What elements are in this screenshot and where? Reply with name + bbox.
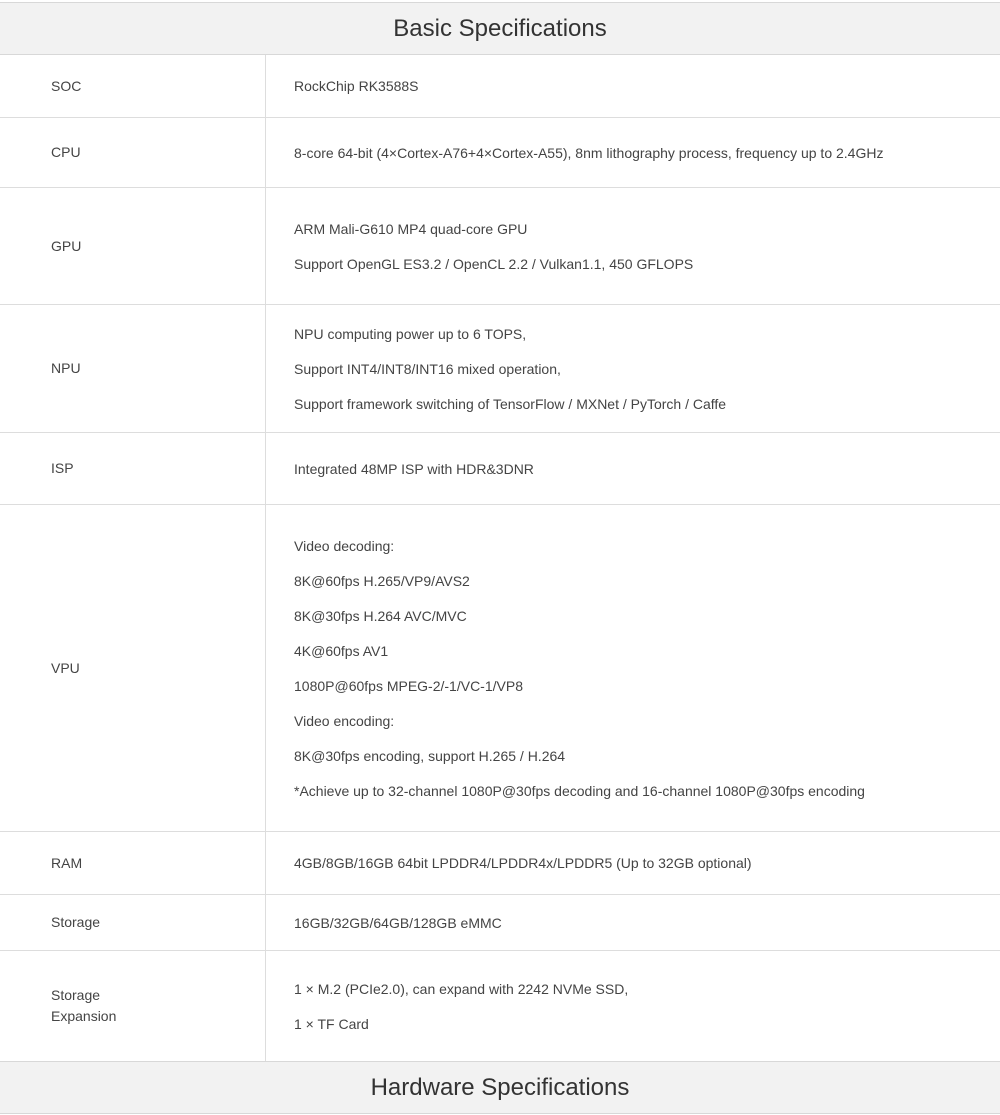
spec-row-gpu [0, 188, 1000, 305]
spec-value-line: Video decoding: [294, 537, 395, 554]
spec-row-cpu [0, 118, 1000, 188]
spec-value-line: 1 × M.2 (PCIe2.0), can expand with 2242 NVMe SSD, [294, 980, 629, 997]
section-title-hardware [0, 1061, 1000, 1114]
spec-label: GPU [0, 188, 266, 304]
spec-value-line: *Achieve up to 32-channel 1080P@30fps decoding and 16-channel 1080P@30fps encoding [294, 782, 865, 799]
spec-value-line: 8K@30fps encoding, support H.265 / H.264 [294, 747, 566, 764]
hardware-specs-title: Hardware Specifications [370, 1073, 630, 1101]
section-title-basic [0, 2, 1000, 55]
spec-value [266, 118, 1000, 187]
spec-label: CPU [0, 118, 266, 187]
spec-value [266, 55, 1000, 117]
spec-value [266, 433, 1000, 504]
spec-value-line: 4K@60fps AV1 [294, 642, 389, 659]
spec-value-line: Support OpenGL ES3.2 / OpenCL 2.2 / Vulkan1.1, 450 GFLOPS [294, 255, 694, 272]
spec-table [0, 55, 1000, 1061]
spec-value-line: ARM Mali-G610 MP4 quad-core GPU [294, 220, 528, 237]
basic-specs-title: Basic Specifications [393, 14, 607, 42]
spec-value-line: 4GB/8GB/16GB 64bit LPDDR4/LPDDR4x/LPDDR5 (Up to 32GB optional) [294, 855, 752, 871]
spec-value-line: RockChip RK3588S [294, 78, 419, 94]
spec-value [266, 832, 1000, 894]
spec-value [266, 305, 1000, 432]
spec-value [266, 188, 1000, 304]
spec-row-ram [0, 832, 1000, 895]
spec-row-soc [0, 55, 1000, 118]
spec-value-line: Support INT4/INT8/INT16 mixed operation, [294, 360, 561, 377]
spec-row-vpu [0, 505, 1000, 832]
spec-value-line: 1080P@60fps MPEG-2/-1/VC-1/VP8 [294, 677, 523, 694]
spec-value-line: 8K@60fps H.265/VP9/AVS2 [294, 572, 470, 589]
spec-label: SOC [0, 55, 266, 117]
spec-row-npu [0, 305, 1000, 433]
spec-label: ISP [0, 433, 266, 504]
spec-value-line: 8-core 64-bit (4×Cortex-A76+4×Cortex-A55), 8nm lithography process, frequency up to 2.4GHz [294, 144, 884, 161]
spec-value [266, 951, 1000, 1061]
spec-row-isp [0, 433, 1000, 505]
spec-label: NPU [0, 305, 266, 432]
spec-value-line: 1 × TF Card [294, 1015, 369, 1032]
spec-row-storage-expansion [0, 951, 1000, 1061]
spec-label: VPU [0, 505, 266, 831]
spec-label: Storage Expansion [0, 951, 266, 1061]
spec-value-line: 8K@30fps H.264 AVC/MVC [294, 607, 467, 624]
spec-label: RAM [0, 832, 266, 894]
spec-value [266, 505, 1000, 831]
spec-value-line: Video encoding: [294, 712, 395, 729]
spec-value-line: 16GB/32GB/64GB/128GB eMMC [294, 914, 502, 931]
spec-value-line: NPU computing power up to 6 TOPS, [294, 325, 527, 342]
spec-value-line: Integrated 48MP ISP with HDR&3DNR [294, 460, 534, 477]
spec-value-line: Support framework switching of TensorFlow / MXNet / PyTorch / Caffe [294, 395, 727, 412]
spec-label: Storage [0, 895, 266, 950]
spec-value [266, 895, 1000, 950]
spec-row-storage [0, 895, 1000, 951]
